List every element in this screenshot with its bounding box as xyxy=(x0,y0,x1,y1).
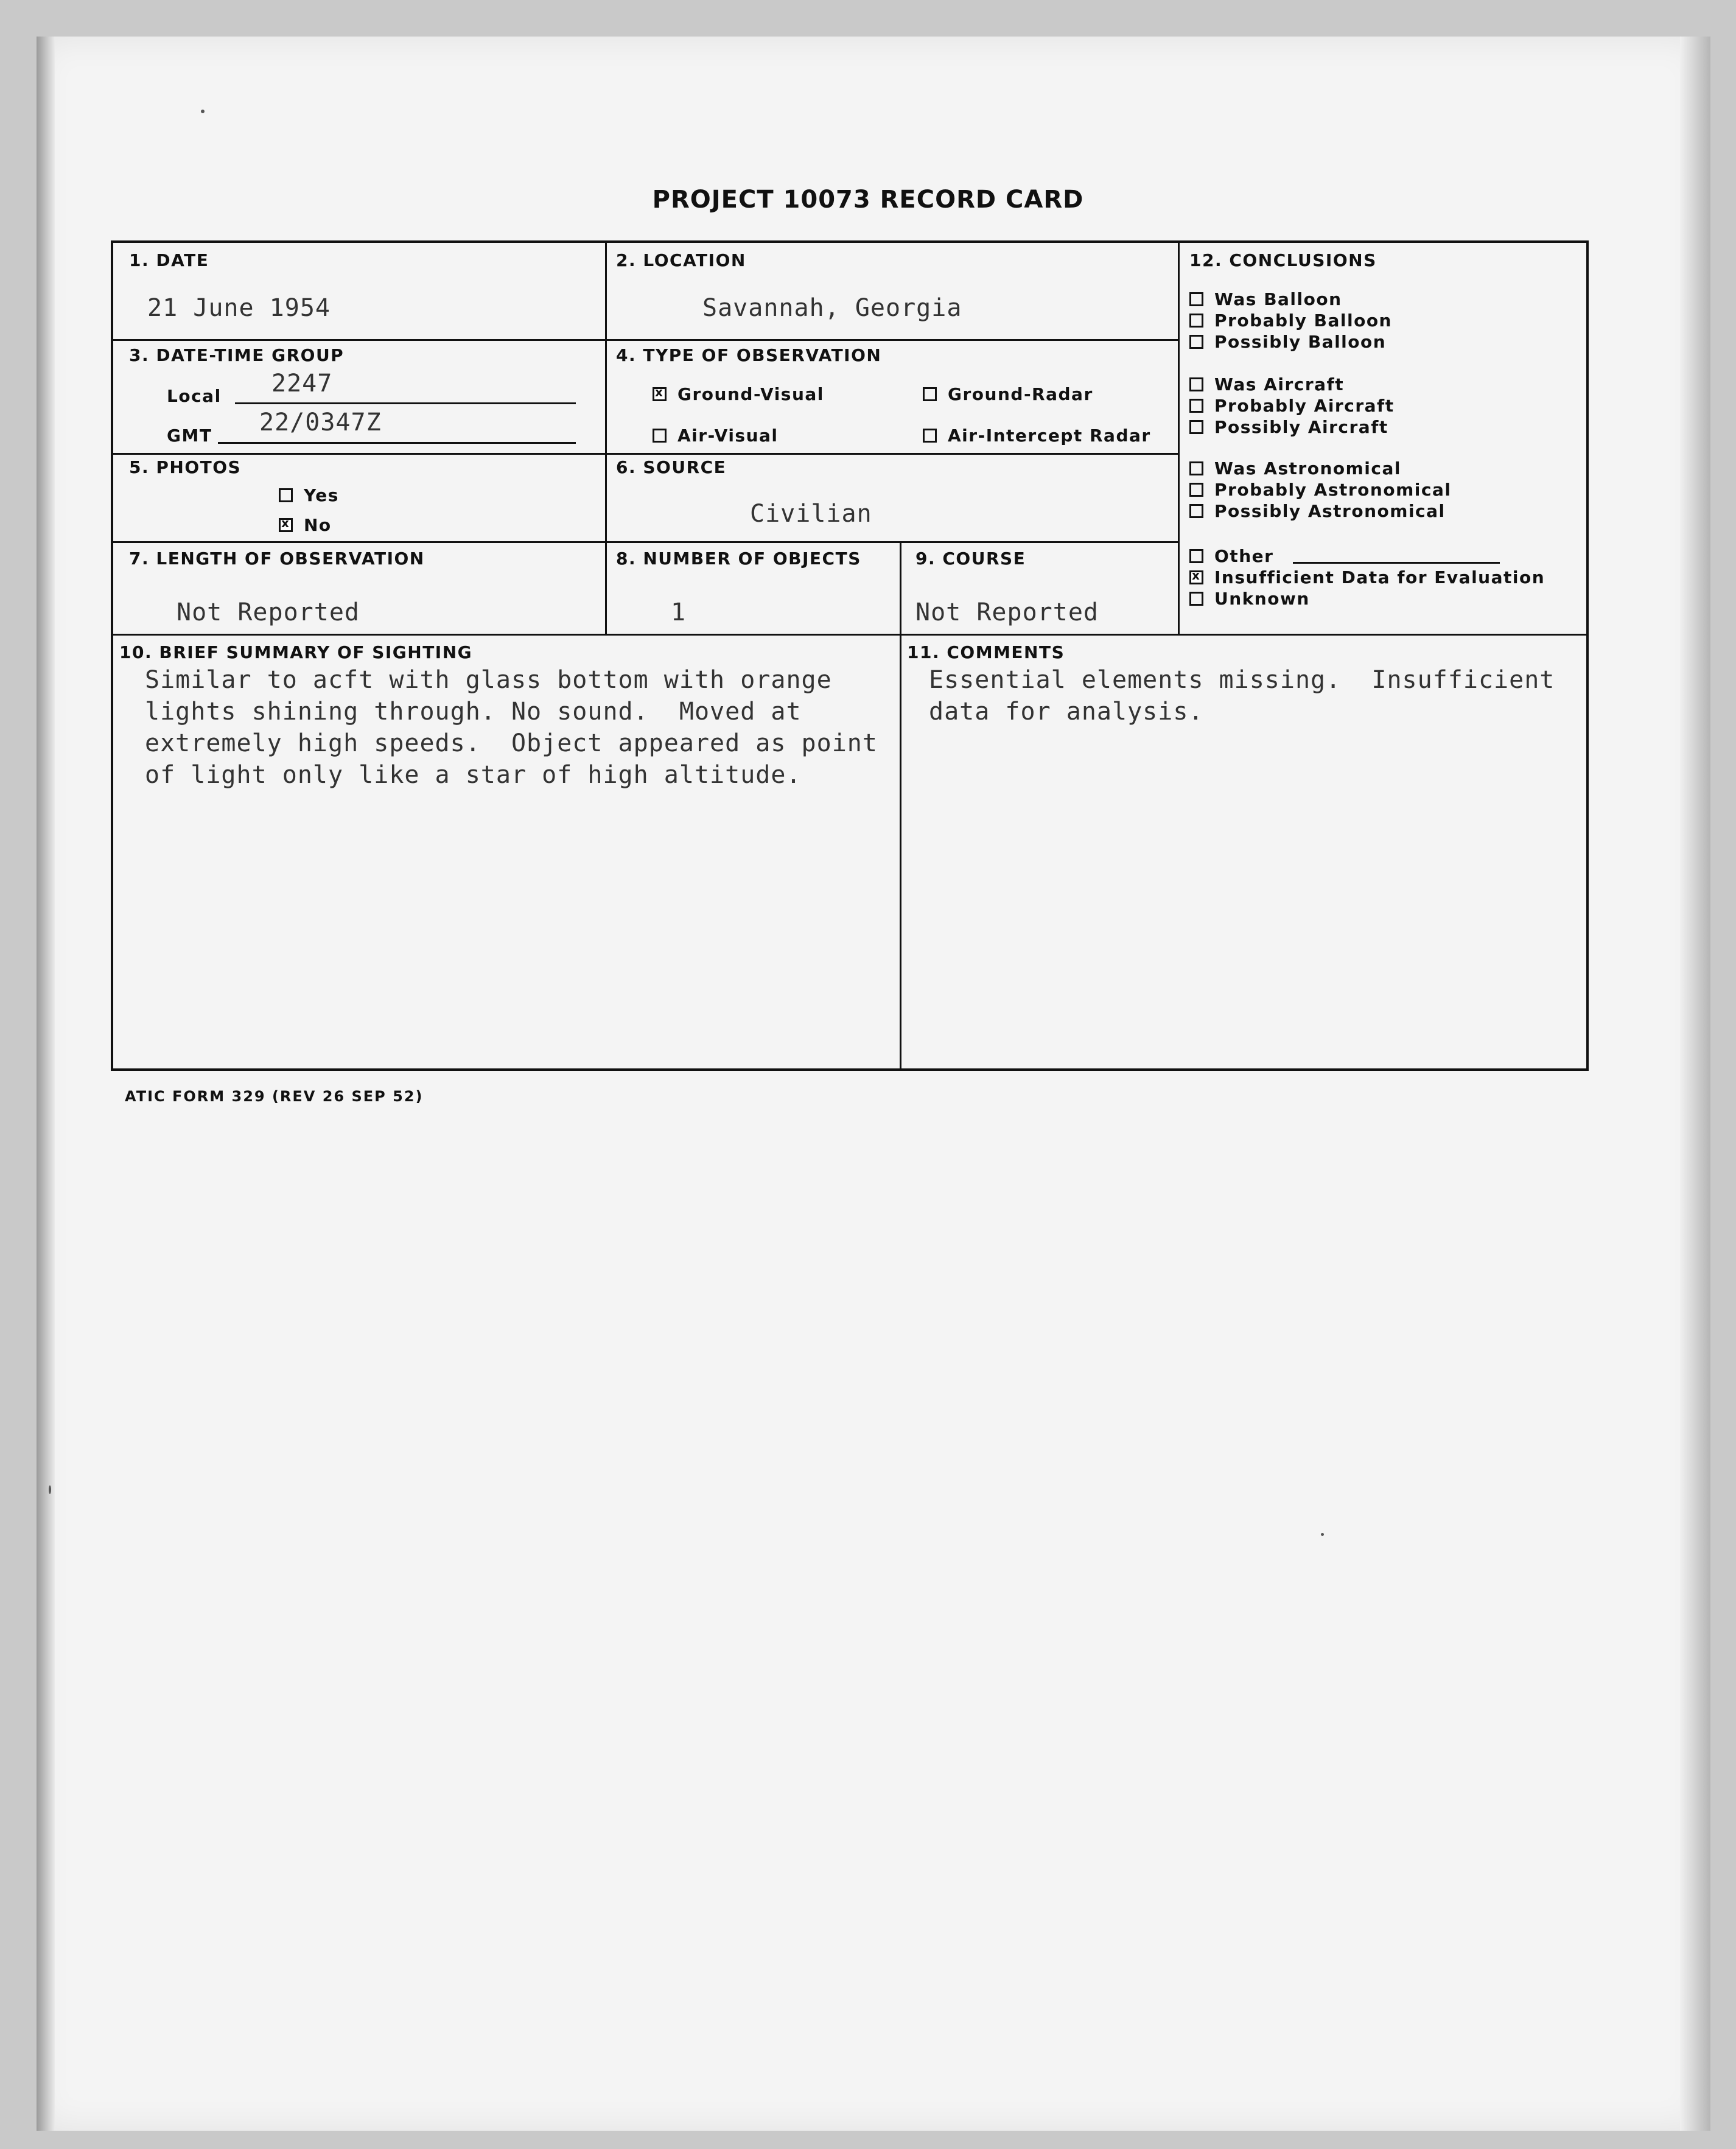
checkbox-icon xyxy=(653,387,667,401)
conclusion-possibly-aircraft: Possibly Aircraft xyxy=(1189,417,1388,437)
conclusion-possibly-balloon: Possibly Balloon xyxy=(1189,332,1386,352)
summary-line: lights shining through. No sound. Moved at xyxy=(145,698,802,726)
checkbox-icon xyxy=(1189,570,1203,584)
record-card xyxy=(111,240,1589,1071)
conclusion-was-balloon: Was Balloon xyxy=(1189,289,1342,309)
comments-line: Essential elements missing. Insufficient xyxy=(929,666,1555,694)
comments-label: 11. COMMENTS xyxy=(907,642,1065,662)
number-of-objects-value: 1 xyxy=(671,598,687,626)
grid-line xyxy=(900,541,901,1071)
local-value: 2247 xyxy=(271,370,333,398)
date-label: 1. DATE xyxy=(129,250,209,270)
length-of-observation-label: 7. LENGTH OF OBSERVATION xyxy=(129,549,425,569)
type-of-observation-label: 4. TYPE OF OBSERVATION xyxy=(616,345,882,365)
other-underline xyxy=(1293,562,1500,564)
source-label: 6. SOURCE xyxy=(616,457,727,477)
location-label: 2. LOCATION xyxy=(616,250,746,270)
card-title: PROJECT 10073 RECORD CARD xyxy=(652,186,1084,214)
checkbox-icon xyxy=(279,488,293,502)
checkbox-icon xyxy=(1189,420,1203,434)
checkbox-icon xyxy=(1189,399,1203,413)
course-label: 9. COURSE xyxy=(915,549,1026,569)
gmt-label: GMT xyxy=(167,426,212,446)
local-label: Local xyxy=(167,386,222,406)
photos-label: 5. PHOTOS xyxy=(129,457,242,477)
option-ground-radar: Ground-Radar xyxy=(923,384,1093,404)
checkbox-icon xyxy=(1189,377,1203,391)
checkbox-icon xyxy=(1189,461,1203,475)
grid-line xyxy=(113,541,1180,543)
length-of-observation-value: Not Reported xyxy=(177,598,360,626)
speck xyxy=(201,110,205,113)
summary-line: Similar to acft with glass bottom with orange xyxy=(145,666,832,694)
checkbox-icon xyxy=(1189,335,1203,349)
course-value: Not Reported xyxy=(915,598,1099,626)
location-value: Savannah, Georgia xyxy=(702,294,962,322)
option-air-visual: Air-Visual xyxy=(653,426,779,446)
gmt-underline xyxy=(218,442,576,444)
conclusion-was-astronomical: Was Astronomical xyxy=(1189,458,1401,479)
checkbox-icon xyxy=(1189,483,1203,497)
number-of-objects-label: 8. NUMBER OF OBJECTS xyxy=(616,549,861,569)
checkbox-icon xyxy=(1189,592,1203,606)
option-air-intercept-radar: Air-Intercept Radar xyxy=(923,426,1151,446)
date-time-group-label: 3. DATE-TIME GROUP xyxy=(129,345,345,365)
date-value: 21 June 1954 xyxy=(147,294,331,322)
summary-line: extremely high speeds. Object appeared as point xyxy=(145,729,878,757)
conclusion-insufficient-data: xInsufficient Data for Evaluation xyxy=(1189,567,1545,587)
checkbox-icon xyxy=(923,429,937,443)
checkbox-icon xyxy=(923,387,937,401)
conclusion-unknown: Unknown xyxy=(1189,589,1310,609)
checkbox-icon xyxy=(1189,549,1203,563)
summary-label: 10. BRIEF SUMMARY OF SIGHTING xyxy=(119,642,473,662)
comments-text xyxy=(929,664,1555,727)
option-photos-yes: Yes xyxy=(279,485,339,505)
checkbox-icon xyxy=(1189,292,1203,306)
conclusions-label: 12. CONCLUSIONS xyxy=(1189,250,1377,270)
conclusion-other: Other xyxy=(1189,546,1273,566)
form-id: ATIC FORM 329 (REV 26 SEP 52) xyxy=(125,1088,424,1105)
checkbox-icon xyxy=(1189,504,1203,518)
option-photos-no: xNo xyxy=(279,515,332,535)
sheet-left-edge xyxy=(37,37,55,2131)
source-value: Civilian xyxy=(750,500,872,528)
summary-line: of light only like a star of high altitude. xyxy=(145,761,802,789)
grid-line xyxy=(1178,243,1180,634)
gmt-value: 22/0347Z xyxy=(259,408,382,436)
grid-line xyxy=(113,339,1180,341)
speck xyxy=(1321,1533,1324,1536)
checkbox-icon xyxy=(653,429,667,443)
grid-line xyxy=(605,243,607,634)
conclusion-probably-astronomical: Probably Astronomical xyxy=(1189,480,1451,500)
summary-text xyxy=(145,664,878,791)
checkbox-icon xyxy=(279,518,293,532)
grid-line xyxy=(113,453,1180,455)
local-underline xyxy=(235,402,576,404)
option-ground-visual: xGround-Visual xyxy=(653,384,824,404)
conclusion-probably-balloon: Probably Balloon xyxy=(1189,310,1392,331)
conclusion-was-aircraft: Was Aircraft xyxy=(1189,374,1344,394)
speck xyxy=(49,1485,51,1494)
checkbox-icon xyxy=(1189,314,1203,328)
comments-line: data for analysis. xyxy=(929,698,1204,726)
grid-line xyxy=(113,634,1589,636)
conclusion-possibly-astronomical: Possibly Astronomical xyxy=(1189,501,1446,521)
conclusion-probably-aircraft: Probably Aircraft xyxy=(1189,396,1395,416)
sheet-right-edge xyxy=(1680,37,1710,2131)
